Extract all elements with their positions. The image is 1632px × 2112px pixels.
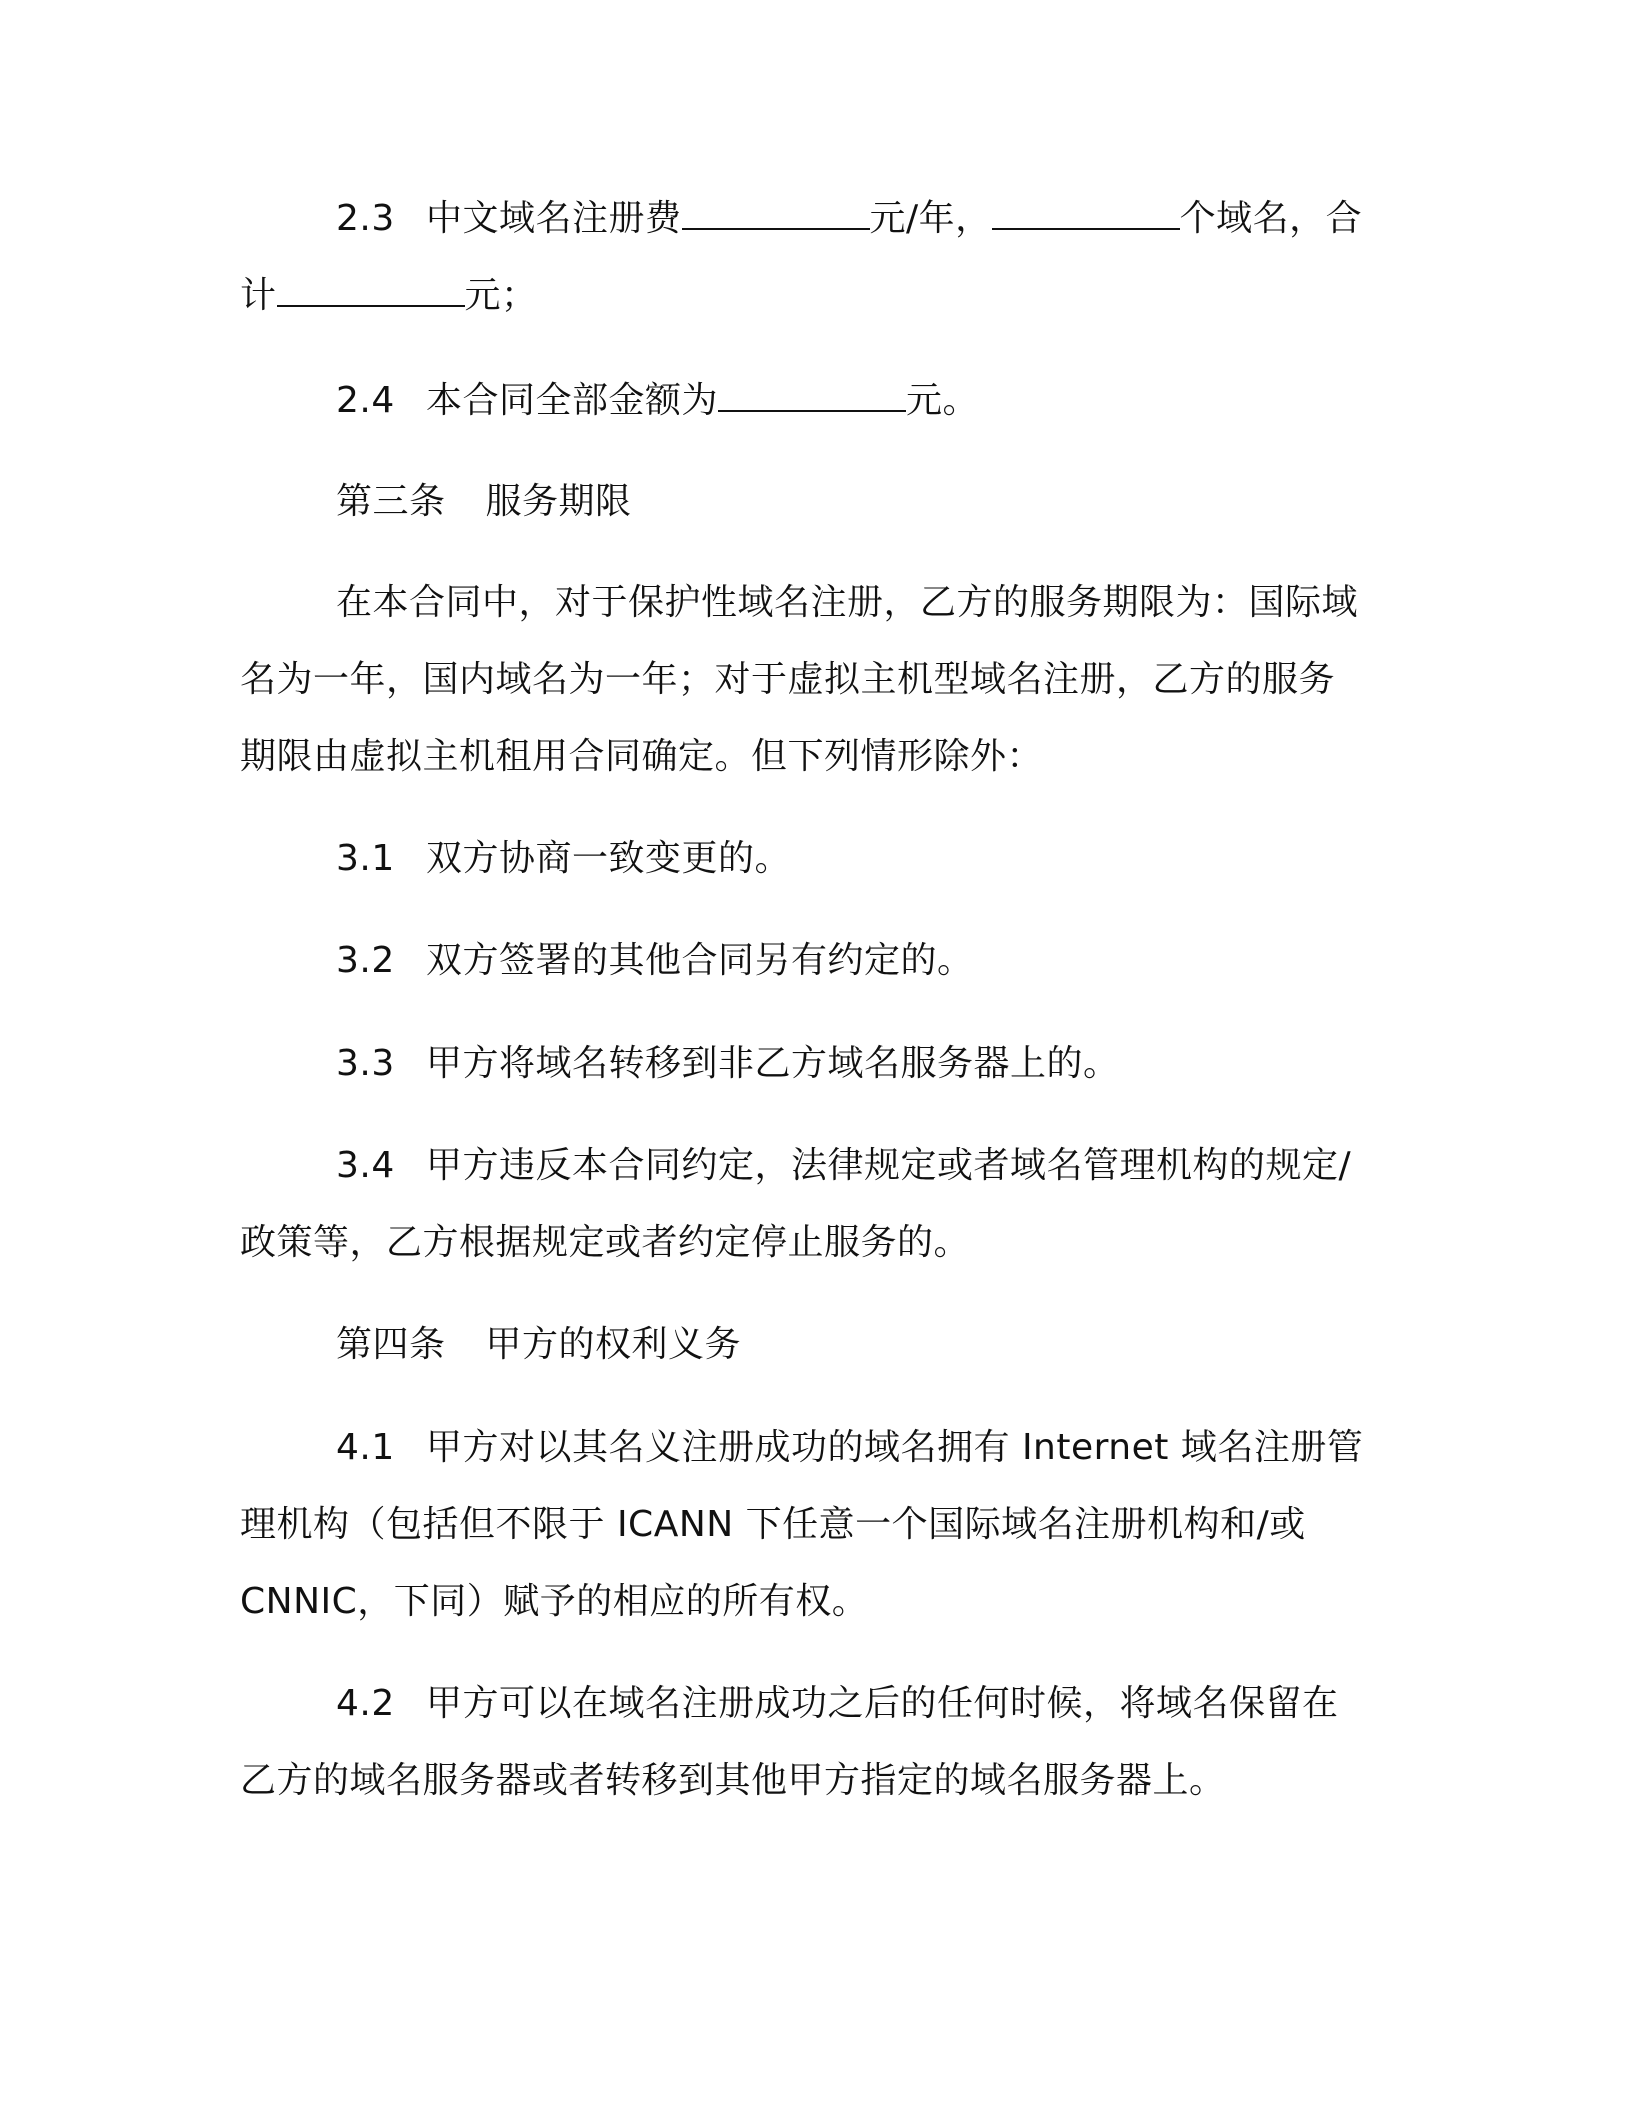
fill-blank bbox=[718, 382, 906, 412]
clause-3-4 bbox=[240, 1127, 1380, 1281]
clause-text: 元/年， bbox=[869, 198, 992, 239]
clause-text: 甲方将域名转移到非乙方域名服务器上的。 bbox=[426, 1043, 1120, 1084]
clause-text: 甲方违反本合同约定，法律规定或者域名管理机构的规定/ bbox=[426, 1145, 1352, 1186]
clause-text: 双方协商一致变更的。 bbox=[426, 838, 792, 879]
article-title: 服务期限 bbox=[485, 481, 632, 522]
clause-text: 本合同全部金额为 bbox=[426, 380, 719, 421]
clause-text: 计 bbox=[240, 275, 277, 316]
clause-3-3 bbox=[240, 1025, 1380, 1102]
clause-text: CNNIC，下同）赋予的相应的所有权。 bbox=[240, 1581, 869, 1622]
fill-blank bbox=[277, 277, 465, 307]
article-4-heading bbox=[240, 1306, 1380, 1383]
clause-number: 2.4 bbox=[336, 380, 395, 421]
clause-number: 2.3 bbox=[336, 198, 395, 239]
article-3-intro bbox=[240, 564, 1380, 795]
article-3-heading bbox=[240, 463, 1380, 540]
clause-number: 4.2 bbox=[336, 1683, 395, 1724]
clause-text: 中文域名注册费 bbox=[426, 198, 682, 239]
clause-text: 双方签署的其他合同另有约定的。 bbox=[426, 940, 974, 981]
clause-number: 3.1 bbox=[336, 838, 395, 879]
clause-text: 元。 bbox=[906, 380, 980, 421]
clause-text: 甲方对以其名义注册成功的域名拥有 Internet 域名注册管 bbox=[426, 1427, 1364, 1468]
clause-text: 甲方可以在域名注册成功之后的任何时候，将域名保留在 bbox=[426, 1683, 1339, 1724]
fill-blank bbox=[992, 200, 1180, 230]
clause-2-4 bbox=[240, 362, 1380, 439]
paragraph-line: 在本合同中，对于保护性域名注册，乙方的服务期限为：国际域 bbox=[336, 582, 1359, 623]
clause-number: 4.1 bbox=[336, 1427, 395, 1468]
clause-text: 个域名，合 bbox=[1179, 198, 1363, 239]
clause-text: 理机构（包括但不限于 ICANN 下任意一个国际域名注册机构和/或 bbox=[240, 1504, 1306, 1545]
clause-2-3 bbox=[240, 180, 1380, 334]
clause-text: 乙方的域名服务器或者转移到其他甲方指定的域名服务器上。 bbox=[240, 1760, 1226, 1801]
clause-4-1 bbox=[240, 1409, 1380, 1640]
fill-blank bbox=[682, 200, 870, 230]
clause-3-1 bbox=[240, 820, 1380, 897]
article-title: 甲方的权利义务 bbox=[485, 1324, 742, 1365]
clause-number: 3.4 bbox=[336, 1145, 395, 1186]
paragraph-line: 名为一年，国内域名为一年；对于虚拟主机型域名注册，乙方的服务 bbox=[240, 659, 1336, 700]
clause-number: 3.2 bbox=[336, 940, 395, 981]
article-number: 第四条 bbox=[336, 1324, 446, 1365]
paragraph-line: 期限由虚拟主机租用合同确定。但下列情形除外： bbox=[240, 736, 1044, 777]
clause-3-2 bbox=[240, 922, 1380, 999]
clause-number: 3.3 bbox=[336, 1043, 395, 1084]
clause-4-2 bbox=[240, 1665, 1380, 1819]
article-number: 第三条 bbox=[336, 481, 446, 522]
clause-text: 元； bbox=[464, 275, 538, 316]
clause-text: 政策等，乙方根据规定或者约定停止服务的。 bbox=[240, 1222, 971, 1263]
